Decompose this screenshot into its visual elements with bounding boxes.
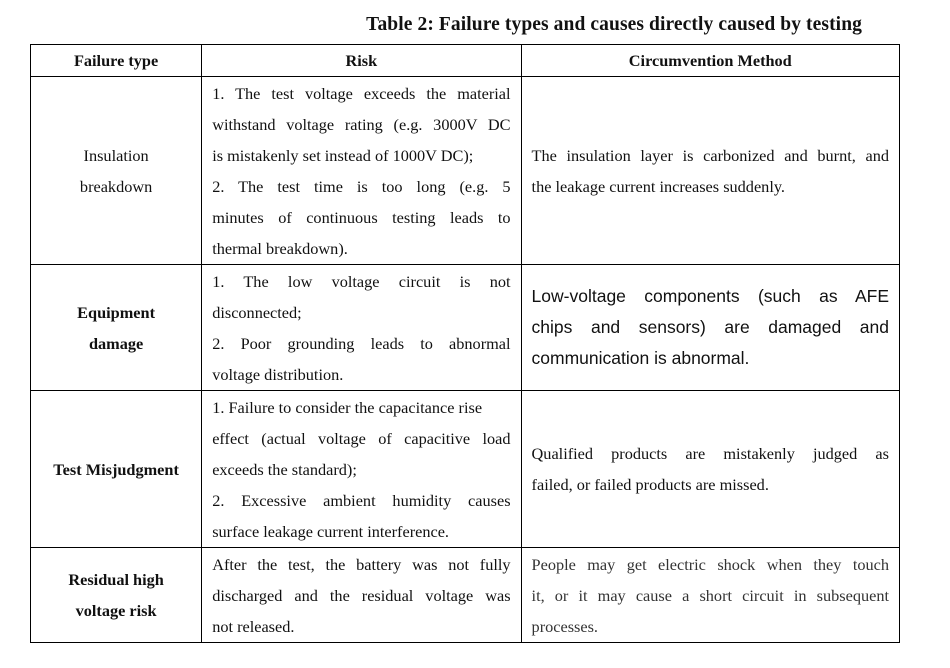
risk-line: minutes of continuous testing leads to (212, 207, 511, 227)
risk-line: not released. (212, 616, 295, 636)
risk-line: After the test, the battery was not fully (212, 554, 511, 574)
header-failure-type: Failure type (31, 45, 202, 77)
failure-type-cell (31, 548, 202, 643)
method-line: failed, or failed products are missed. (531, 475, 769, 494)
table-row (31, 548, 900, 643)
failure-type-line: voltage risk (75, 601, 157, 620)
method-line: Low-voltage components (such as AFE (531, 286, 889, 306)
risk-line: discharged and the residual voltage was (212, 585, 511, 605)
method-cell (521, 391, 899, 548)
header-circumvention-method: Circumvention Method (521, 45, 899, 77)
failure-type-line: damage (88, 333, 144, 353)
risk-cell (202, 391, 521, 548)
risk-line: 2. Poor grounding leads to abnormal (212, 333, 511, 353)
method-line: the leakage current increases suddenly. (531, 176, 785, 196)
risk-line: effect (actual voltage of capacitive load (212, 428, 511, 448)
failure-type-line: Insulation (83, 145, 149, 165)
method-cell (521, 548, 899, 643)
risk-cell (202, 265, 521, 391)
header-risk: Risk (202, 45, 521, 77)
table-caption: Table 2: Failure types and causes directly caused by testing (366, 14, 862, 35)
failure-type-line: Residual high (68, 570, 164, 589)
method-line: it, or it may cause a short circuit in subsequent (531, 585, 889, 605)
risk-line: exceeds the standard); (212, 459, 357, 479)
table-row (31, 77, 900, 265)
method-line: People may get electric shock when they touch (531, 554, 889, 574)
table-row (31, 391, 900, 548)
failure-type-cell (31, 391, 202, 548)
risk-line: 1. The low voltage circuit is not (212, 271, 511, 291)
risk-line: thermal breakdown). (212, 238, 348, 258)
risk-line: is mistakenly set instead of 1000V DC); (212, 145, 474, 165)
failure-type-line: breakdown (79, 176, 153, 196)
method-line: Qualified products are mistakenly judged as (531, 444, 889, 463)
failure-type-cell (31, 265, 202, 391)
method-line: chips and sensors) are damaged and (531, 317, 889, 337)
failure-type-cell (31, 77, 202, 265)
method-cell (521, 265, 899, 391)
method-line: communication is abnormal. (531, 348, 750, 368)
failure-type-line: Test Misjudgment (53, 459, 179, 479)
risk-cell (202, 77, 521, 265)
risk-line: surface leakage current interference. (212, 521, 450, 541)
risk-line: 2. The test time is too long (e.g. 5 (212, 176, 511, 196)
header-row (31, 45, 900, 77)
risk-line: 1. The test voltage exceeds the material (212, 83, 511, 103)
risk-cell (202, 548, 521, 643)
risk-line: voltage distribution. (212, 364, 344, 384)
failure-table (30, 44, 900, 643)
risk-line: withstand voltage rating (e.g. 3000V DC (212, 114, 511, 134)
method-line: The insulation layer is carbonized and burnt, and (531, 145, 889, 165)
risk-line: disconnected; (212, 302, 302, 322)
table-row (31, 265, 900, 391)
method-cell (521, 77, 899, 265)
failure-type-line: Equipment (77, 302, 155, 322)
risk-line: 1. Failure to consider the capacitance rise (212, 397, 483, 417)
risk-line: 2. Excessive ambient humidity causes (212, 490, 511, 510)
method-line: processes. (531, 616, 599, 636)
